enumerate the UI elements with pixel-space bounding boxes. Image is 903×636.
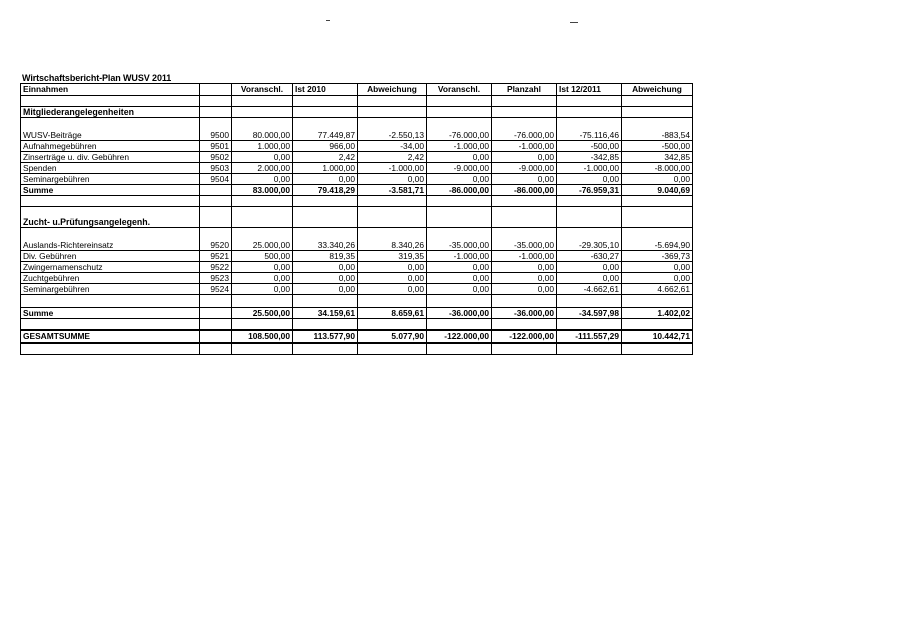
amount-cell: -9.000,00 xyxy=(427,163,492,174)
row-label: Seminargebühren xyxy=(21,284,200,295)
amount-cell: -1.000,00 xyxy=(492,251,557,262)
amount-cell: 0,00 xyxy=(293,262,358,273)
amount-cell: 0,00 xyxy=(492,273,557,284)
table-row xyxy=(21,163,693,174)
row-label: Div. Gebühren xyxy=(21,251,200,262)
amount-cell: -4.662,61 xyxy=(557,284,622,295)
amount-cell: 0,00 xyxy=(427,273,492,284)
sum-row xyxy=(21,185,693,196)
table-cell: 1.402,02 xyxy=(622,308,693,319)
amount-cell: 0,00 xyxy=(232,284,293,295)
grand-total-label: GESAMTSUMME xyxy=(21,330,200,343)
sum-row xyxy=(21,308,693,319)
amount-cell: 0,00 xyxy=(557,262,622,273)
amount-cell: 0,00 xyxy=(232,152,293,163)
column-header xyxy=(200,84,232,96)
amount-cell: -500,00 xyxy=(622,141,693,152)
amount-cell: 0,00 xyxy=(557,174,622,185)
table-cell: 34.159,61 xyxy=(293,308,358,319)
amount-cell: 25.000,00 xyxy=(232,240,293,251)
amount-cell: 80.000,00 xyxy=(232,130,293,141)
page-title: Wirtschaftsbericht-Plan WUSV 2011 xyxy=(22,73,172,83)
column-header: Planzahl xyxy=(492,84,557,96)
account-code: 9501 xyxy=(200,141,232,152)
spacer-row xyxy=(21,295,693,308)
section-rows xyxy=(21,240,693,295)
scan-mark-dash xyxy=(326,20,330,21)
amount-cell: 500,00 xyxy=(232,251,293,262)
table-row xyxy=(21,240,693,251)
header-row xyxy=(21,84,693,96)
amount-cell: -883,54 xyxy=(622,130,693,141)
section-heading-row xyxy=(21,217,693,228)
row-label: Aufnahmegebühren xyxy=(21,141,200,152)
table-row xyxy=(21,251,693,262)
table-cell xyxy=(200,185,232,196)
spacer-row xyxy=(21,96,693,107)
table-row xyxy=(21,284,693,295)
amount-cell: 319,35 xyxy=(358,251,427,262)
account-code: 9500 xyxy=(200,130,232,141)
column-header: Ist 2010 xyxy=(293,84,358,96)
table-cell: -3.581,71 xyxy=(358,185,427,196)
amount-cell: 0,00 xyxy=(358,262,427,273)
section-rows xyxy=(21,130,693,185)
amount-cell: 0,00 xyxy=(622,174,693,185)
amount-cell: 0,00 xyxy=(492,262,557,273)
amount-cell: -5.694,90 xyxy=(622,240,693,251)
spacer-row xyxy=(21,228,693,241)
amount-cell: 0,00 xyxy=(492,152,557,163)
section-label: Mitgliederangelegenheiten xyxy=(21,107,200,118)
amount-cell: -29.305,10 xyxy=(557,240,622,251)
amount-cell: 0,00 xyxy=(427,262,492,273)
account-code: 9503 xyxy=(200,163,232,174)
table-cell: -34.597,98 xyxy=(557,308,622,319)
amount-cell: 966,00 xyxy=(293,141,358,152)
table-cell: 108.500,00 xyxy=(232,330,293,343)
amount-cell: -8.000,00 xyxy=(622,163,693,174)
amount-cell: -369,73 xyxy=(622,251,693,262)
column-header: Einnahmen xyxy=(21,84,200,96)
amount-cell: 0,00 xyxy=(232,273,293,284)
amount-cell: 33.340,26 xyxy=(293,240,358,251)
amount-cell: -34,00 xyxy=(358,141,427,152)
table-cell xyxy=(200,330,232,343)
table-row xyxy=(21,174,693,185)
row-label: Zinserträge u. div. Gebühren xyxy=(21,152,200,163)
table-cell: 25.500,00 xyxy=(232,308,293,319)
account-code: 9523 xyxy=(200,273,232,284)
account-code: 9521 xyxy=(200,251,232,262)
amount-cell: 0,00 xyxy=(557,273,622,284)
amount-cell: 4.662,61 xyxy=(622,284,693,295)
section-label: Zucht- u.Prüfungsangelegenh. xyxy=(21,217,200,228)
amount-cell: -2.550,13 xyxy=(358,130,427,141)
row-label: Auslands-Richtereinsatz xyxy=(21,240,200,251)
amount-cell: 0,00 xyxy=(622,262,693,273)
account-code: 9502 xyxy=(200,152,232,163)
table-cell: -122.000,00 xyxy=(492,330,557,343)
amount-cell: -500,00 xyxy=(557,141,622,152)
amount-cell: -76.000,00 xyxy=(492,130,557,141)
amount-cell: 0,00 xyxy=(492,284,557,295)
amount-cell: 0,00 xyxy=(232,262,293,273)
amount-cell: -75.116,46 xyxy=(557,130,622,141)
spacer-row xyxy=(21,118,693,131)
account-code: 9522 xyxy=(200,262,232,273)
amount-cell: 0,00 xyxy=(622,273,693,284)
amount-cell: 0,00 xyxy=(358,284,427,295)
amount-cell: 2,42 xyxy=(358,152,427,163)
table-cell: -86.000,00 xyxy=(427,185,492,196)
amount-cell: 0,00 xyxy=(293,273,358,284)
amount-cell: 2,42 xyxy=(293,152,358,163)
row-label: Zwingernamenschutz xyxy=(21,262,200,273)
spacer-row xyxy=(21,343,693,355)
amount-cell: -9.000,00 xyxy=(492,163,557,174)
row-label: Spenden xyxy=(21,163,200,174)
amount-cell: 0,00 xyxy=(492,174,557,185)
section-heading-row xyxy=(21,107,693,118)
amount-cell: 0,00 xyxy=(427,152,492,163)
table-row xyxy=(21,141,693,152)
amount-cell: -1.000,00 xyxy=(427,141,492,152)
column-header: Abweichung xyxy=(358,84,427,96)
amount-cell: -1.000,00 xyxy=(427,251,492,262)
amount-cell: 0,00 xyxy=(427,284,492,295)
account-code: 9504 xyxy=(200,174,232,185)
table-row xyxy=(21,152,693,163)
row-label: Seminargebühren xyxy=(21,174,200,185)
column-header: Voranschl. xyxy=(427,84,492,96)
amount-cell: 0,00 xyxy=(358,273,427,284)
amount-cell: 0,00 xyxy=(358,174,427,185)
amount-cell: 819,35 xyxy=(293,251,358,262)
table-cell xyxy=(200,308,232,319)
amount-cell: -1.000,00 xyxy=(492,141,557,152)
table-cell: -122.000,00 xyxy=(427,330,492,343)
amount-cell: 0,00 xyxy=(293,284,358,295)
amount-cell: 0,00 xyxy=(293,174,358,185)
table-cell: 5.077,90 xyxy=(358,330,427,343)
table-cell: 113.577,90 xyxy=(293,330,358,343)
table-row xyxy=(21,262,693,273)
column-header: Voranschl. xyxy=(232,84,293,96)
account-code: 9520 xyxy=(200,240,232,251)
table-cell: -86.000,00 xyxy=(492,185,557,196)
amount-cell: -35.000,00 xyxy=(492,240,557,251)
amount-cell: -342,85 xyxy=(557,152,622,163)
sum-label: Summe xyxy=(21,308,200,319)
spacer-row xyxy=(21,319,693,331)
budget-table xyxy=(20,83,693,355)
table-cell: -111.557,29 xyxy=(557,330,622,343)
row-label: Zuchtgebühren xyxy=(21,273,200,284)
table-cell: 79.418,29 xyxy=(293,185,358,196)
column-header: Abweichung xyxy=(622,84,693,96)
table-cell: 83.000,00 xyxy=(232,185,293,196)
account-code: 9524 xyxy=(200,284,232,295)
amount-cell: -76.000,00 xyxy=(427,130,492,141)
amount-cell: 0,00 xyxy=(232,174,293,185)
amount-cell: -630,27 xyxy=(557,251,622,262)
table-cell: 9.040,69 xyxy=(622,185,693,196)
table-cell: 10.442,71 xyxy=(622,330,693,343)
amount-cell: -1.000,00 xyxy=(358,163,427,174)
amount-cell: 1.000,00 xyxy=(293,163,358,174)
amount-cell: -35.000,00 xyxy=(427,240,492,251)
row-label: WUSV-Beiträge xyxy=(21,130,200,141)
amount-cell: 1.000,00 xyxy=(232,141,293,152)
spacer-row xyxy=(21,196,693,207)
grand-total-row xyxy=(21,330,693,343)
sum-label: Summe xyxy=(21,185,200,196)
table-cell: -36.000,00 xyxy=(427,308,492,319)
scan-mark-dash xyxy=(570,22,578,23)
table-row xyxy=(21,130,693,141)
amount-cell: 77.449,87 xyxy=(293,130,358,141)
amount-cell: 0,00 xyxy=(427,174,492,185)
table-cell: -76.959,31 xyxy=(557,185,622,196)
amount-cell: 8.340,26 xyxy=(358,240,427,251)
table-cell: 8.659,61 xyxy=(358,308,427,319)
spacer-row xyxy=(21,207,693,218)
table-cell: -36.000,00 xyxy=(492,308,557,319)
amount-cell: -1.000,00 xyxy=(557,163,622,174)
amount-cell: 342,85 xyxy=(622,152,693,163)
table-row xyxy=(21,273,693,284)
column-header: Ist 12/2011 xyxy=(557,84,622,96)
amount-cell: 2.000,00 xyxy=(232,163,293,174)
